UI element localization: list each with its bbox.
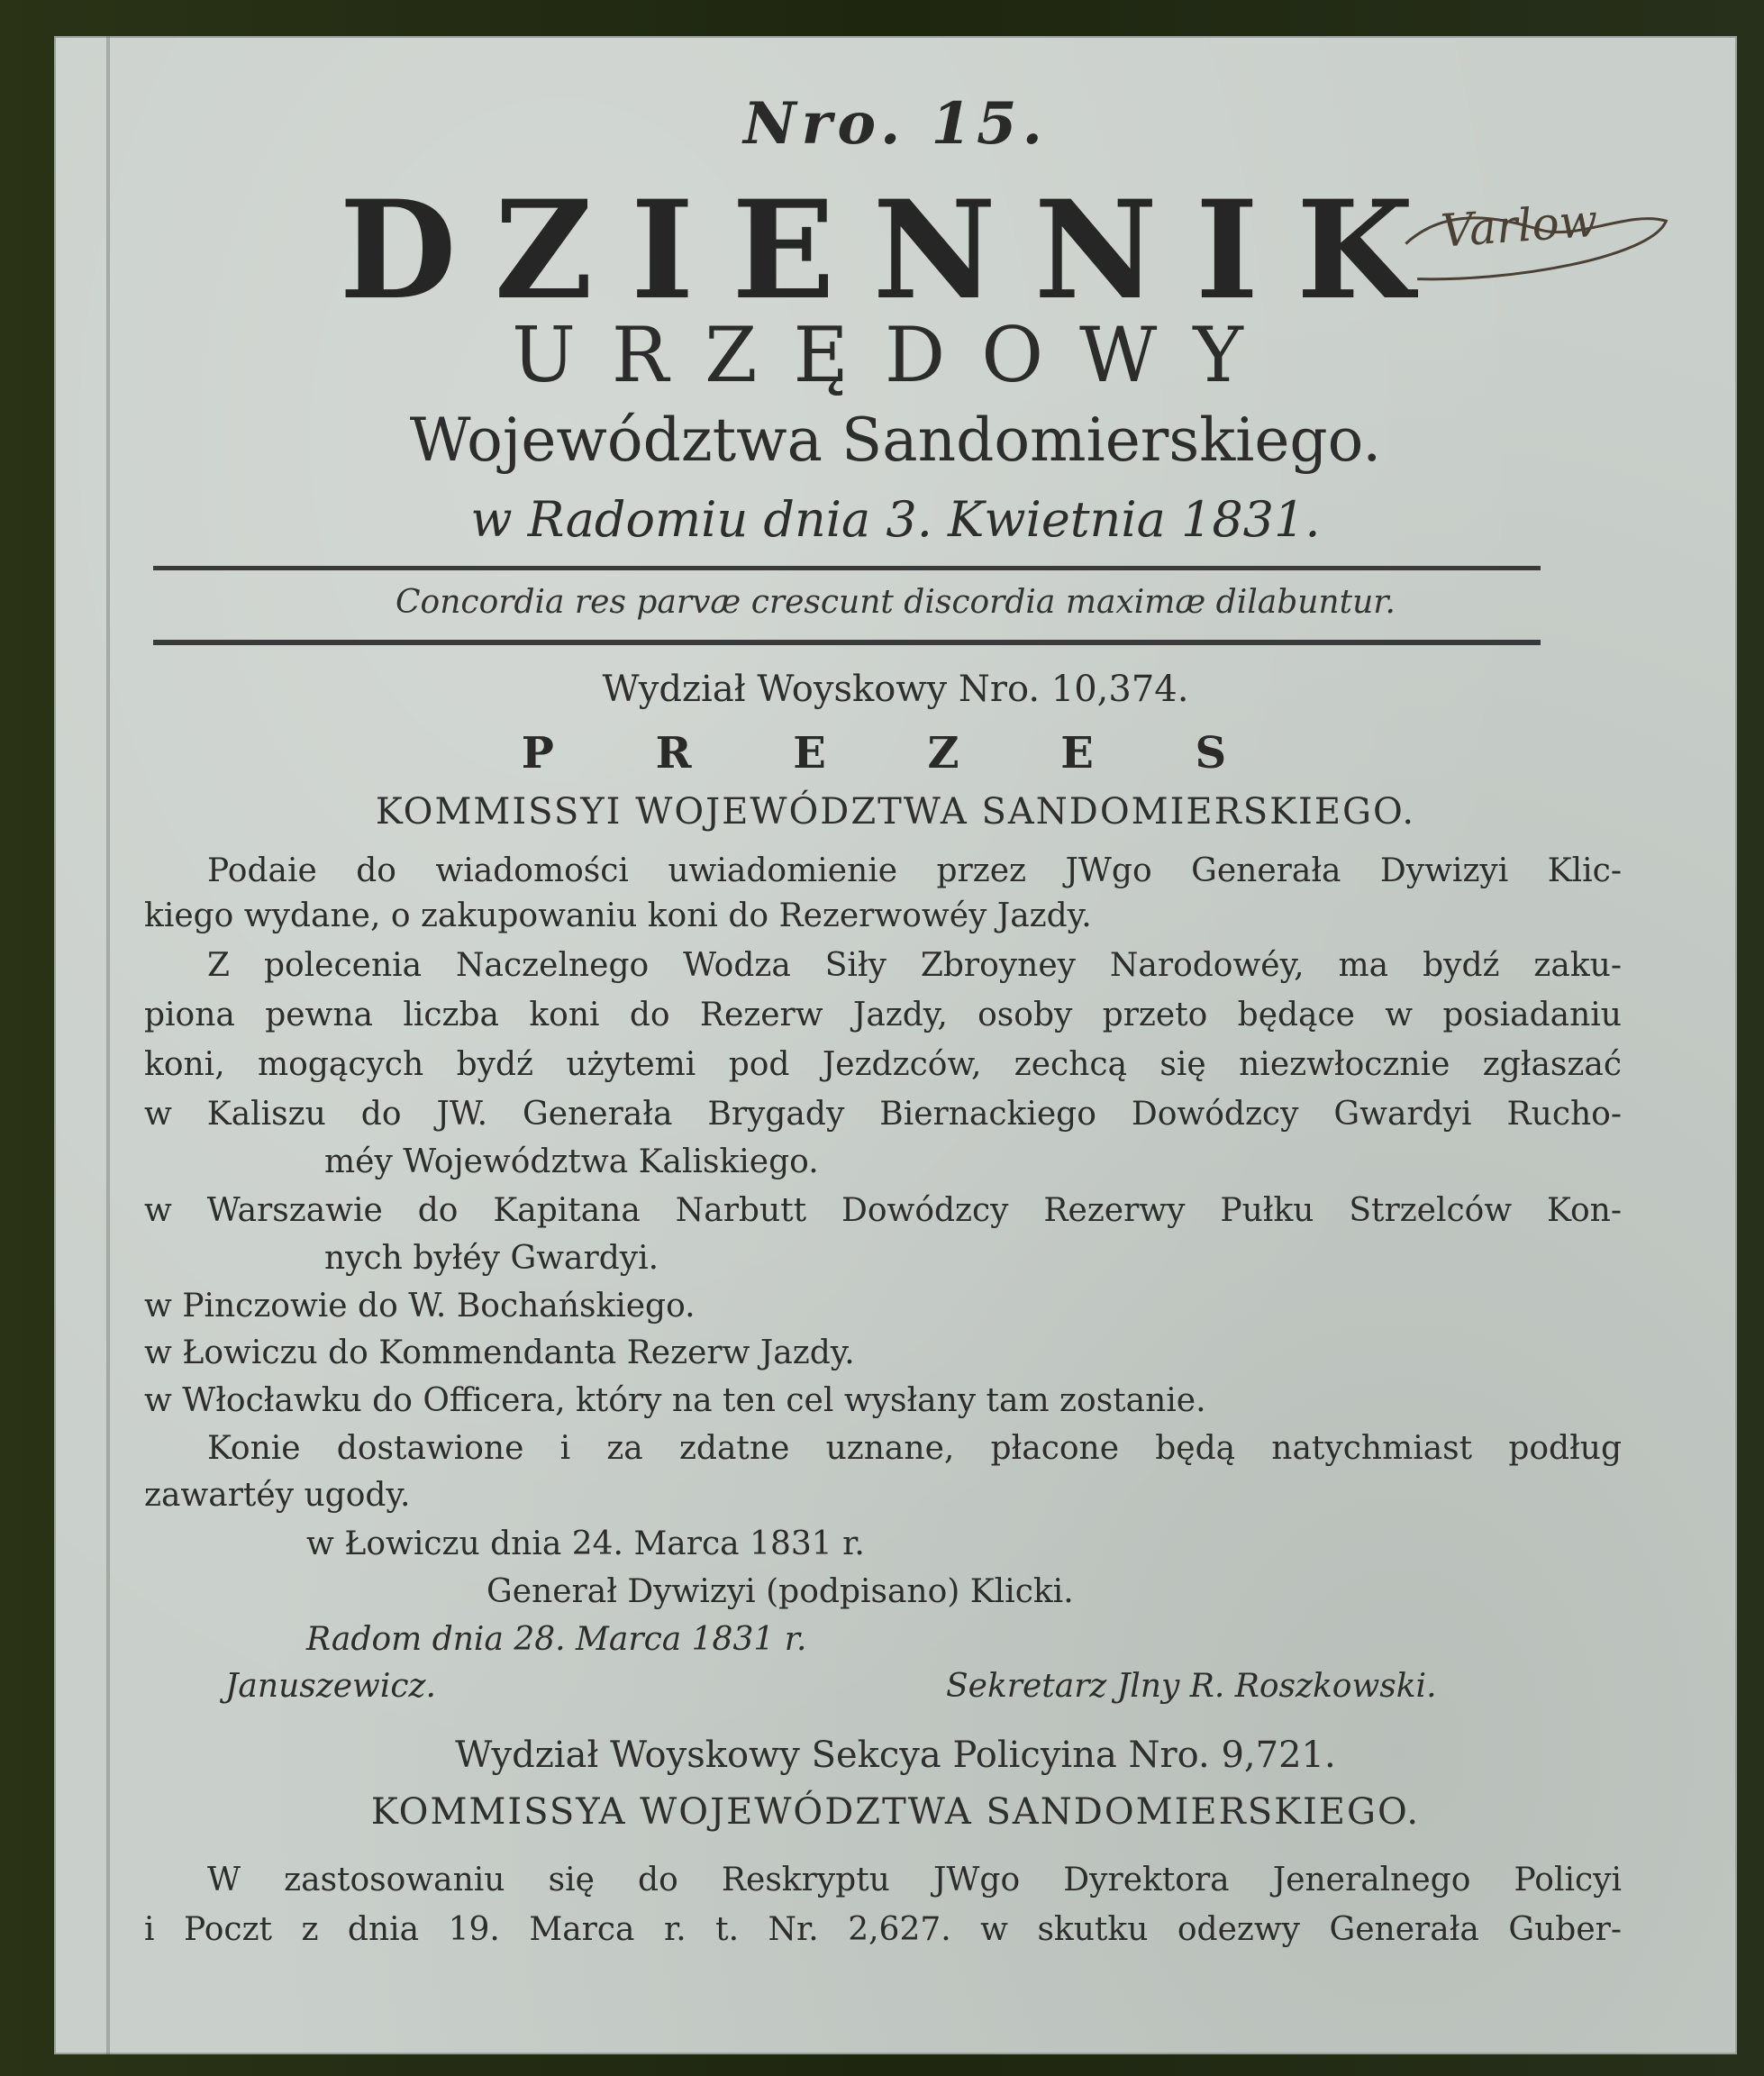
notice1-title: P R E Z E S [521, 728, 1270, 778]
notice2-title: KOMMISSYA WOJEWÓDZTWA SANDOMIERSKIEGO. [370, 1791, 1421, 1833]
notice1-radom-date: Radom dnia 28. Marca 1831 r. [306, 1621, 807, 1658]
notice2-line: W zastosowaniu się do Reskryptu JWgo Dyrektora Jeneralnego Policyi [207, 1862, 1622, 1898]
notice1-line: w Kaliszu do JW. Generała Brygady Biernackiego Dowódzcy Gwardyi Rucho- [144, 1096, 1622, 1133]
notice1-subtitle: KOMMISSYI WOJEWÓDZTWA SANDOMIERSKIEGO. [375, 791, 1416, 833]
newspaper-subtitle: URZĘDOWY [512, 311, 1279, 399]
notice1-line: kiego wydane, o zakupowaniu koni do Rezerwowéy Jazdy. [144, 897, 1092, 934]
notice1-line: Podaie do wiadomości uwiadomienie przez JWgo Generała Dywizyi Klic- [207, 852, 1622, 889]
notice2-ref: Wydział Woyskowy Sekcya Policyina Nro. 9,721. [455, 1735, 1336, 1776]
notice1-line: koni, mogących bydź użytemi pod Jezdzców, zechcą się niezwłocznie zgłaszać [144, 1046, 1622, 1083]
notice1-right-signature: Sekretarz Jlny R. Roszkowski. [946, 1668, 1437, 1705]
motto: Concordia res parvæ crescunt discordia maximæ dilabuntur. [396, 584, 1396, 621]
document-page [54, 36, 1737, 2054]
handwritten-text: Varlow [1439, 194, 1600, 258]
notice1-line: Z polecenia Naczelnego Wodza Siły Zbroyney Narodowéy, ma bydź zaku- [207, 947, 1622, 984]
notice1-signature: Generał Dywizyi (podpisano) Klicki. [486, 1573, 1074, 1610]
issue-number: Nro. 15. [743, 90, 1048, 158]
notice1-line: w Warszawie do Kapitana Narbutt Dowódzcy Rezerwy Pułku Strzelców Kon- [144, 1192, 1622, 1229]
notice1-line: w Włocławku do Officera, który na ten cel wysłany tam zostanie. [144, 1382, 1206, 1419]
notice1-line: w Pinczowie do W. Bochańskiego. [144, 1288, 696, 1325]
place-date: w Radomiu dnia 3. Kwietnia 1831. [470, 491, 1321, 548]
notice1-line: zawartéy ugody. [144, 1477, 411, 1514]
region-title: Województwa Sandomierskiego. [409, 405, 1382, 475]
notice1-line: piona pewna liczba koni do Rezerw Jazdy, osoby przeto będące w posiadaniu [144, 997, 1622, 1033]
bottom-rule [153, 640, 1541, 645]
notice1-line: méy Województwa Kaliskiego. [324, 1143, 819, 1180]
top-rule [153, 566, 1541, 570]
notice1-line: nych byłéy Gwardyi. [324, 1240, 659, 1277]
notice2-line: i Poczt z dnia 19. Marca r. t. Nr. 2,627. w skutku odezwy Generała Guber- [144, 1911, 1622, 1948]
notice1-left-signature: Januszewicz. [225, 1668, 436, 1705]
notice1-ref: Wydział Woyskowy Nro. 10,374. [602, 669, 1189, 710]
notice1-line: Konie dostawione i za zdatne uznane, płacone będą natychmiast podług [207, 1430, 1622, 1467]
notice1-date-place: w Łowiczu dnia 24. Marca 1831 r. [306, 1525, 865, 1562]
notice1-line: w Łowiczu do Kommendanta Rezerw Jazdy. [144, 1334, 855, 1371]
newspaper-title: DZIENNIK [339, 171, 1452, 330]
